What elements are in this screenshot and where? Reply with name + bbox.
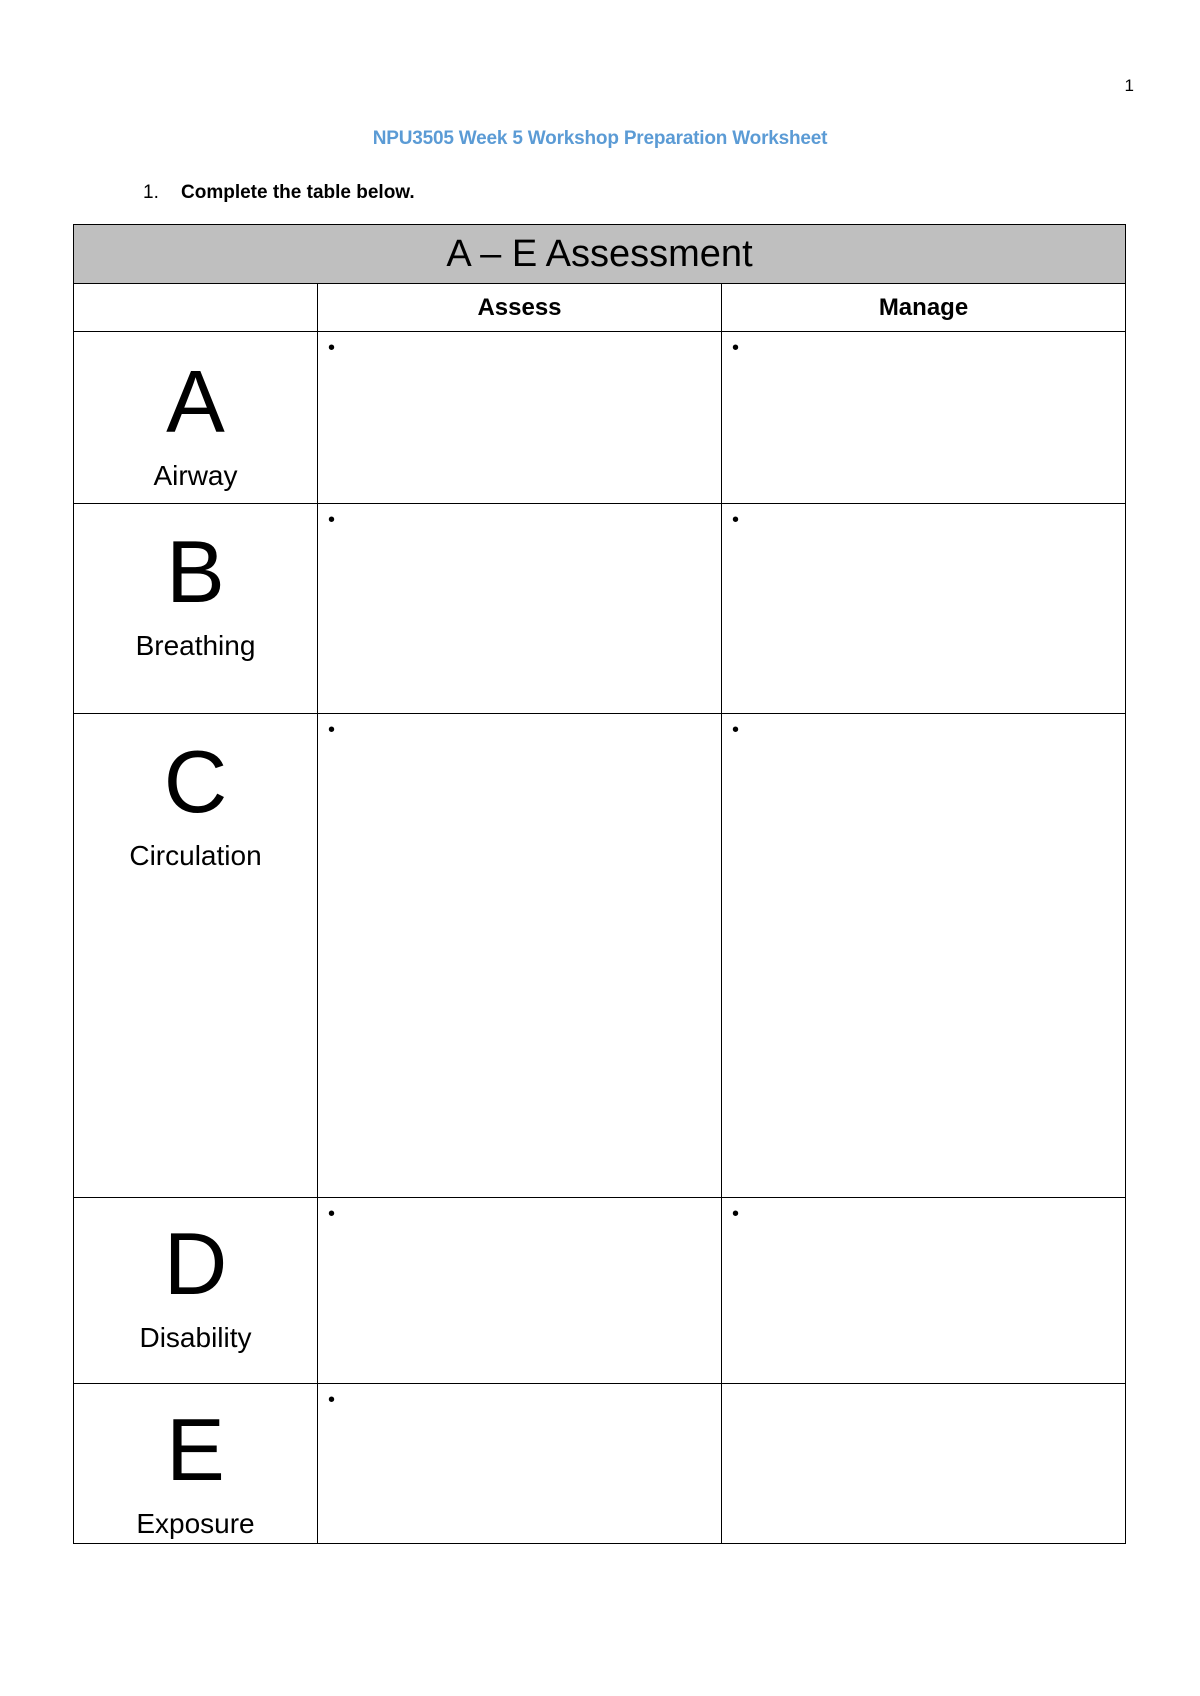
assess-cell[interactable]: [318, 1384, 722, 1544]
manage-cell[interactable]: [722, 332, 1126, 504]
bullet-point: •: [328, 1389, 336, 1411]
assess-cell[interactable]: [318, 1198, 722, 1384]
bullet-point: •: [732, 1203, 740, 1225]
table-row: [74, 332, 1126, 504]
manage-cell[interactable]: [722, 714, 1126, 1198]
row-label: Disability: [139, 1322, 252, 1353]
instruction-number: 1.: [143, 182, 159, 203]
bullet-point: •: [328, 509, 336, 531]
bullet-point: •: [328, 337, 336, 359]
row-label: Circulation: [129, 840, 262, 871]
table-row: [74, 714, 1126, 1198]
column-header-manage: Manage: [722, 284, 1126, 332]
bullet-point: •: [328, 719, 336, 741]
row-label-cell: [74, 504, 318, 714]
bullet-point: •: [732, 337, 740, 359]
bullet-point: •: [732, 719, 740, 741]
row-label: Exposure: [136, 1508, 255, 1539]
manage-cell[interactable]: [722, 1384, 1126, 1544]
row-letter: B: [166, 522, 225, 621]
instruction-text: Complete the table below.: [181, 182, 415, 203]
table-row: [74, 1384, 1126, 1544]
row-letter: C: [163, 732, 228, 831]
column-header-blank: [74, 284, 318, 332]
row-label: Airway: [153, 460, 238, 491]
manage-cell[interactable]: [722, 1198, 1126, 1384]
row-label-cell: [74, 332, 318, 504]
table-row: [74, 1198, 1126, 1384]
row-label-cell: [74, 1384, 318, 1544]
table-title: A – E Assessment: [74, 225, 1126, 284]
column-header-assess: Assess: [318, 284, 722, 332]
row-label: Breathing: [135, 630, 256, 661]
page-number: 1: [1124, 76, 1134, 95]
row-label-cell: [74, 714, 318, 1198]
row-letter: E: [166, 1400, 225, 1499]
bullet-point: •: [732, 509, 740, 531]
bullet-point: •: [328, 1203, 336, 1225]
row-letter: A: [166, 352, 225, 451]
manage-cell[interactable]: [722, 504, 1126, 714]
ae-assessment-table: [73, 224, 1126, 1544]
assess-cell[interactable]: [318, 714, 722, 1198]
instruction: [143, 182, 415, 204]
row-label-cell: [74, 1198, 318, 1384]
row-letter: D: [163, 1214, 228, 1313]
assess-cell[interactable]: [318, 332, 722, 504]
assess-cell[interactable]: [318, 504, 722, 714]
table-row: [74, 504, 1126, 714]
document-title: NPU3505 Week 5 Workshop Preparation Worksheet: [372, 128, 828, 149]
